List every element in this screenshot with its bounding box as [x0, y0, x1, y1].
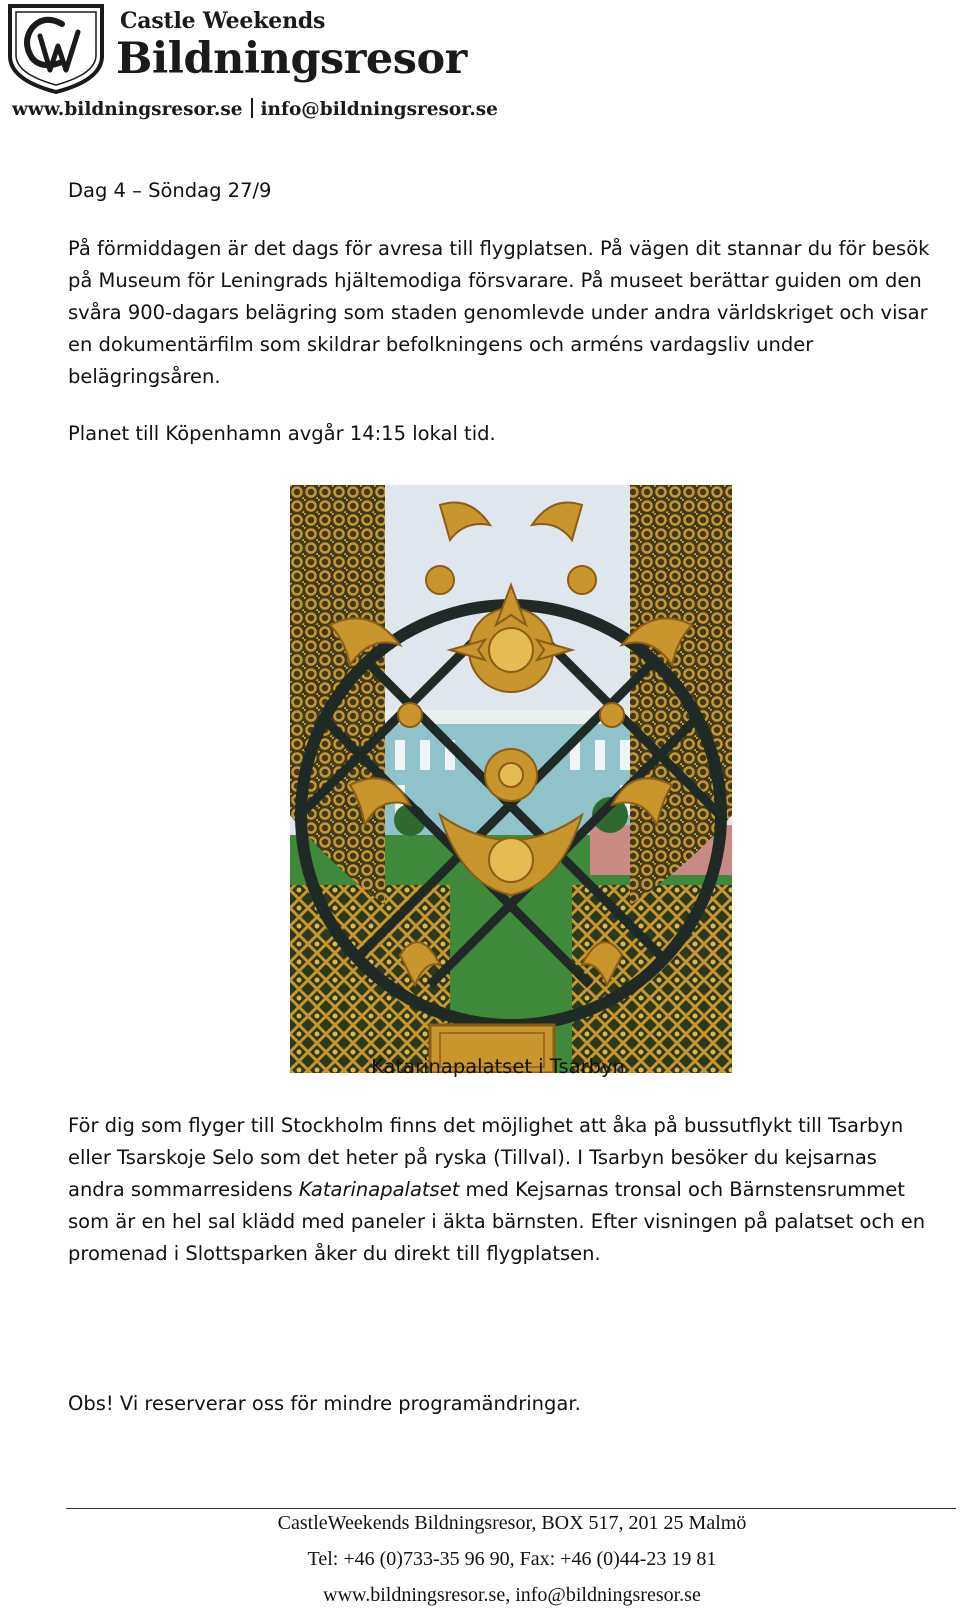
company-logo: [4, 2, 498, 127]
day-heading: Dag 4 – Söndag 27/9: [68, 179, 272, 202]
header-email-link[interactable]: info@bildningsresor.se: [260, 99, 498, 120]
paragraph-excursion: [68, 1110, 938, 1270]
footer-address: CastleWeekends Bildningsresor, BOX 517, 201 25 Malmö: [277, 1512, 747, 1534]
footer-phone-fax: Tel: +46 (0)733-35 96 90, Fax: +46 (0)44-23 19 81: [307, 1548, 717, 1570]
footer-web-email[interactable]: www.bildningsresor.se, info@bildningsresor.se: [323, 1584, 701, 1606]
footer-divider: [66, 1508, 956, 1509]
image-caption: Katarinapalatset i Tsarbyn: [371, 1055, 625, 1078]
catherine-palace-gate-photo: [290, 485, 732, 1073]
brand-subtitle: Castle Weekends: [120, 8, 326, 34]
paragraph-departure: På förmiddagen är det dags för avresa till flygplatsen. På vägen dit stannar du för besök på Museum för Leningrads hjältemodiga försvarare. På museet berättar guiden om den svåra 900-dagars belägring som staden genomlevde under andra världskriget och visar en dokumentärfilm som skildrar befolkningens och arméns vardagsliv under belägringsåren.: [68, 237, 930, 388]
excursion-text-start: För dig som flyger till Stockholm finns det möjlighet att åka på bussutflykt till Tsarbyn eller Tsarskoje Selo som det heter på ryska (Tillval). I Tsarbyn besöker du kejsarnas andra sommarresidens: [68, 1114, 904, 1201]
gate-illustration: [290, 485, 732, 1073]
excursion-text-end: med Kejsarnas tronsal och Bärnstensrummet som är en hel sal klädd med paneler i äkta bärnsten. Efter visningen på palatset och en promenad i Slottsparken åker du direkt till flygplatsen.: [68, 1178, 926, 1265]
header-contact: [12, 98, 498, 120]
cw-monogram-icon: [4, 2, 108, 94]
brand-title: Bildningsresor: [116, 34, 467, 84]
header-website-link[interactable]: www.bildningsresor.se: [12, 99, 243, 120]
paragraph-flight-time: Planet till Köpenhamn avgår 14:15 lokal tid.: [68, 422, 496, 445]
separator: [251, 98, 253, 118]
palace-name-italic: Katarinapalatset: [298, 1178, 460, 1201]
paragraph-disclaimer: Obs! Vi reserverar oss för mindre programändringar.: [68, 1392, 581, 1415]
